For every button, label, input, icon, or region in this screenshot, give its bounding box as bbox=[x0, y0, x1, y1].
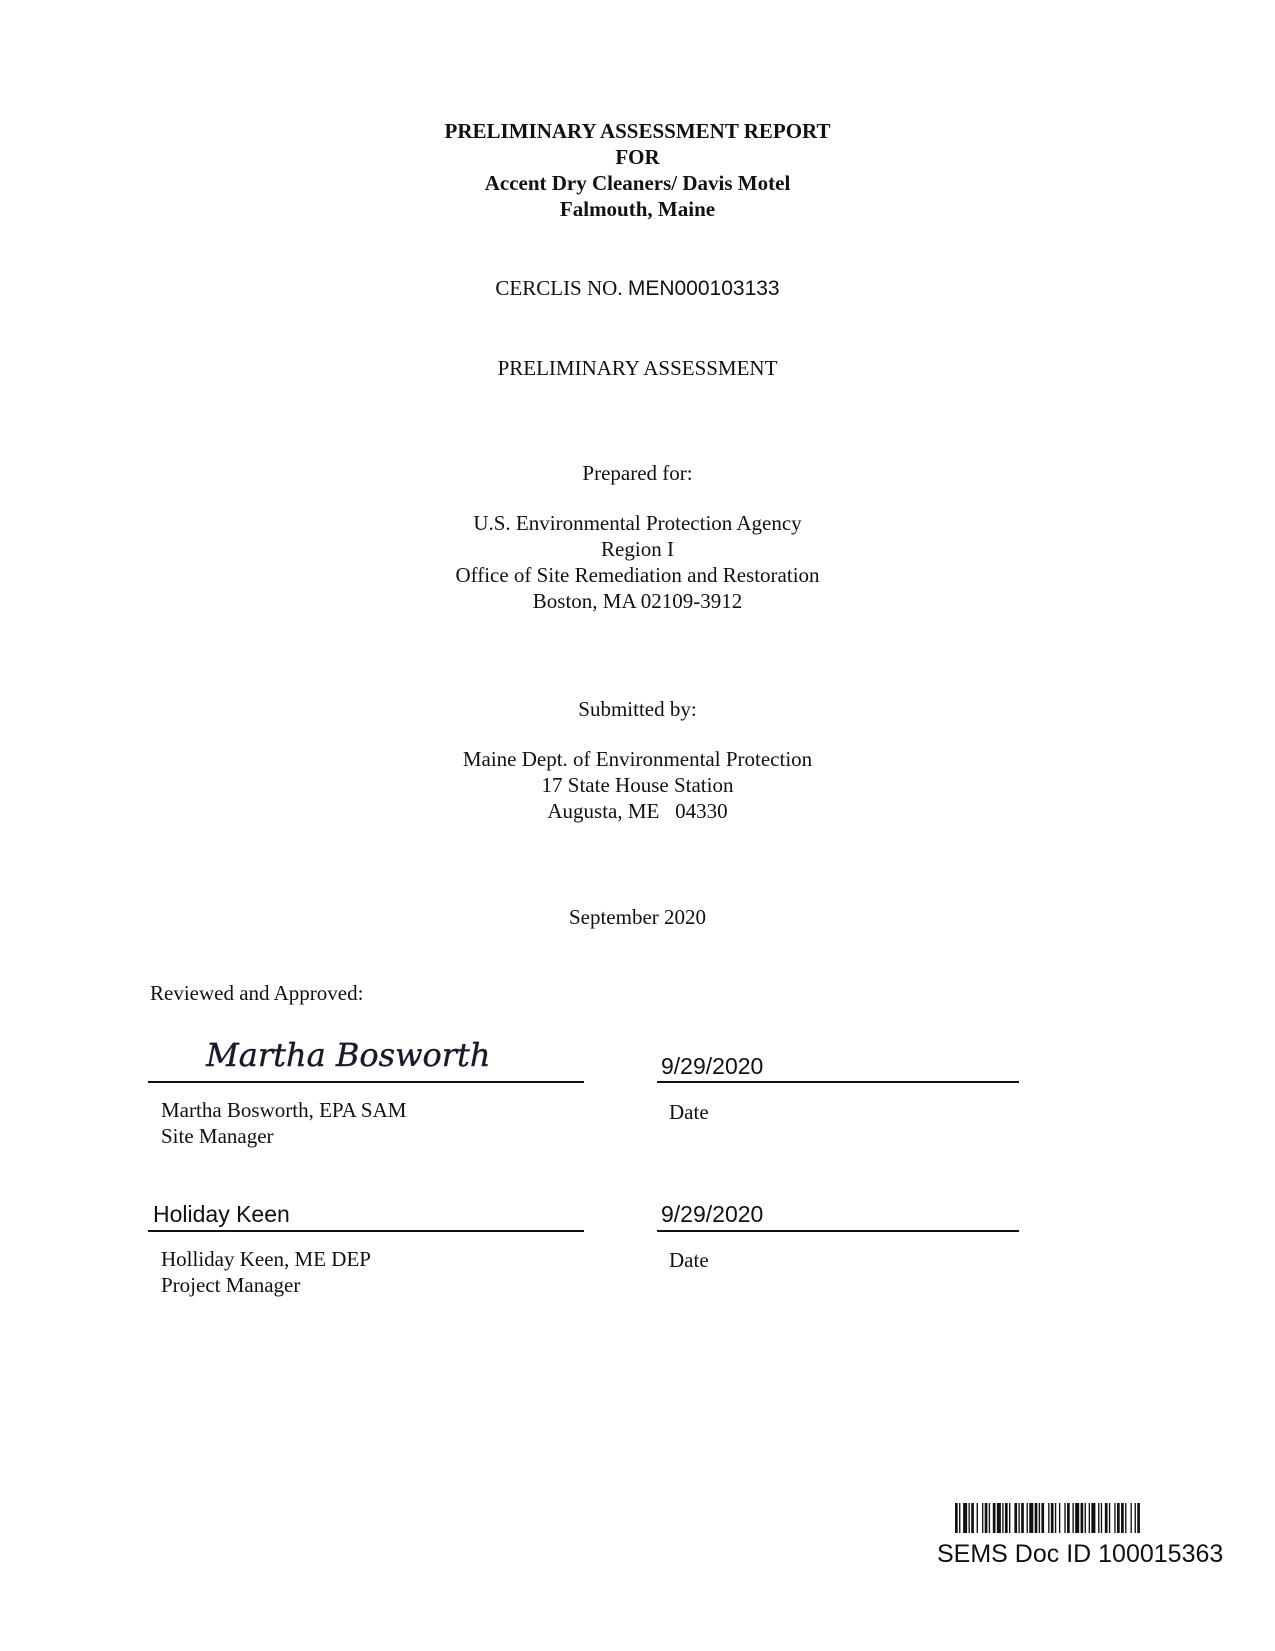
signature-line bbox=[148, 1081, 584, 1083]
signatory-role: Site Manager bbox=[161, 1124, 274, 1148]
date-line bbox=[657, 1230, 1019, 1232]
title-line: Accent Dry Cleaners/ Davis Motel bbox=[484, 171, 791, 195]
reviewed-approved-label: Reviewed and Approved: bbox=[150, 981, 364, 1005]
prepared-for-address bbox=[0, 510, 1275, 614]
signature-line bbox=[148, 1230, 584, 1232]
submitted-by-label: Submitted by: bbox=[578, 697, 697, 721]
report-type: PRELIMINARY ASSESSMENT bbox=[497, 356, 778, 380]
handwritten-signature bbox=[200, 1030, 490, 1078]
date-label: Date bbox=[669, 1248, 709, 1272]
report-title bbox=[0, 118, 1275, 222]
signature-text: Martha Bosworth bbox=[206, 1036, 490, 1074]
report-date: September 2020 bbox=[568, 905, 707, 929]
title-line: Falmouth, Maine bbox=[559, 197, 716, 221]
signature-date-value: 9/29/2020 bbox=[661, 1053, 764, 1079]
address-line: U.S. Environmental Protection Agency bbox=[473, 511, 802, 535]
signatory-details bbox=[161, 1246, 371, 1298]
title-line: PRELIMINARY ASSESSMENT REPORT bbox=[444, 119, 831, 143]
address-line: Augusta, ME 04330 bbox=[547, 799, 728, 823]
cerclis-value: MEN000103133 bbox=[627, 277, 780, 300]
title-line: FOR bbox=[615, 145, 660, 169]
signatory-details bbox=[161, 1097, 406, 1149]
signatory-name: Martha Bosworth, EPA SAM bbox=[161, 1098, 407, 1122]
submitted-by-address bbox=[0, 746, 1275, 824]
signatory-name: Holliday Keen, ME DEP bbox=[161, 1247, 371, 1271]
signature-date-value: 9/29/2020 bbox=[661, 1201, 764, 1227]
signatory-role: Project Manager bbox=[161, 1273, 301, 1297]
sems-doc-id: SEMS Doc ID 100015363 bbox=[937, 1540, 1224, 1568]
barcode-icon bbox=[955, 1503, 1217, 1533]
typed-signature: Holiday Keen bbox=[153, 1201, 290, 1227]
date-label: Date bbox=[669, 1100, 709, 1124]
address-line: Boston, MA 02109-3912 bbox=[532, 589, 743, 613]
date-line bbox=[657, 1081, 1019, 1083]
address-line: 17 State House Station bbox=[541, 773, 734, 797]
address-line: Office of Site Remediation and Restoration bbox=[455, 563, 820, 587]
address-line: Maine Dept. of Environmental Protection bbox=[462, 747, 813, 771]
cerclis-label: CERCLIS NO. bbox=[495, 276, 623, 300]
cerclis-number bbox=[0, 276, 1275, 301]
prepared-for-label: Prepared for: bbox=[582, 461, 693, 485]
address-line: Region I bbox=[601, 537, 674, 561]
